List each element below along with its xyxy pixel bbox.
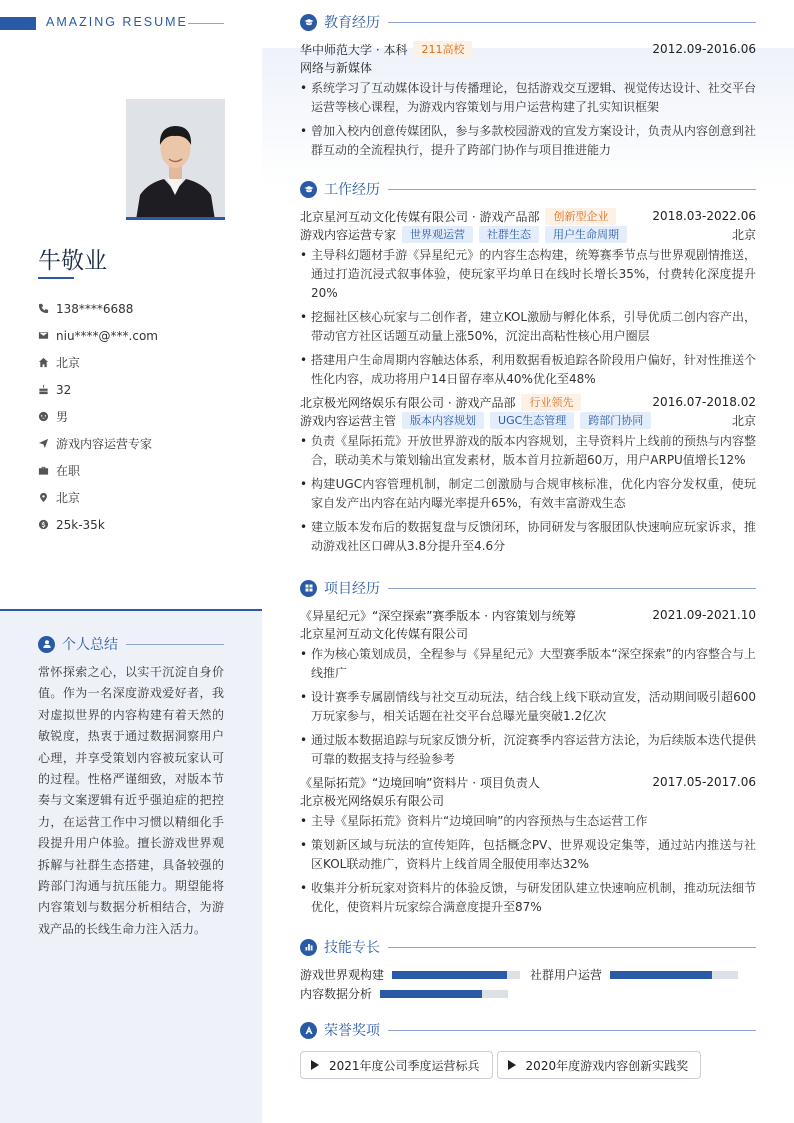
mail-icon	[38, 330, 49, 341]
skill-item	[530, 966, 738, 983]
projects-title	[300, 578, 756, 598]
education-title-line	[388, 22, 756, 23]
phone-icon	[38, 303, 49, 314]
summary-text: 常怀探索之心，以实干沉淀自身价值。作为一名深度游戏爱好者，我对虚拟世界的内容构建有着天然的敏锐度，热衷于通过数据洞察用户心理，并享受策划内容被玩家认可的过程。性格严谨细致，对版本节奏与文案逻辑有近乎强迫症的把控力，在运营工作中习惯以精细化手段提升用户体验。擅长游戏世界观拆解与社群生态搭建，具备较强的跨部门沟通与抗压能力。期望能将内容策划与数据分析相结合，为游戏产品的长线生命力注入活力。	[38, 665, 224, 936]
job-city: 北京	[731, 227, 756, 242]
honor-item	[300, 1051, 493, 1079]
triangle-icon	[508, 1060, 516, 1070]
project-bullets	[300, 812, 756, 917]
summary-title-line	[126, 644, 224, 645]
skill-tag: 用户生命周期	[545, 226, 627, 243]
company-name: 北京极光网络娱乐有限公司 · 游戏产品部	[300, 395, 516, 410]
job-role-row	[300, 225, 756, 243]
contact-info-list	[38, 295, 258, 538]
email-text: niu****@***.com	[56, 328, 158, 343]
major-text: 网络与新媒体	[300, 60, 373, 75]
education-title-text: 教育经历	[324, 15, 380, 31]
email-row	[38, 322, 258, 349]
brand-divider	[188, 23, 224, 24]
job-date: 2016.07-2018.02	[652, 395, 756, 409]
skills-row	[300, 965, 756, 984]
skill-bar-fill	[610, 971, 712, 979]
skills-section	[300, 937, 756, 1003]
status-text: 在职	[56, 464, 81, 478]
list-item: • 主导科幻题材手游《异星纪元》的内容生态构建，统筹赛季节点与世界观剧情推送，通过打造沉浸式叙事体验，使玩家平均单日在线时长增长35%，付费转化深度提升20%	[300, 246, 756, 303]
summary-title	[38, 634, 224, 654]
gender-text: 男	[56, 410, 69, 424]
grid-icon	[300, 580, 317, 597]
skill-tag: 社群生态	[479, 226, 539, 243]
skill-tag: 世界观运营	[402, 226, 473, 243]
projects-title-line	[388, 588, 756, 589]
project-header-row	[300, 773, 756, 791]
work-title	[300, 179, 756, 199]
person-name: 牛敬业	[38, 248, 107, 274]
project-date: 2021.09-2021.10	[652, 608, 756, 622]
education-section	[300, 12, 756, 160]
graduation-icon	[300, 14, 317, 31]
skill-item	[300, 985, 508, 1002]
job-header-row	[300, 393, 756, 411]
list-item: • 策划新区域与玩法的宣传矩阵，包括概念PV、世界观设定集等，通过站内推送与社区KOL联动推广，资料片上线首周全服使用率达32%	[300, 836, 756, 874]
salary-icon	[38, 519, 49, 530]
salary-text: 25k-35k	[56, 517, 105, 532]
major-row	[300, 58, 756, 76]
phone-row	[38, 295, 258, 322]
project-name: 《星际拓荒》“边境回响”资料片 · 项目负责人	[300, 775, 540, 790]
school-name: 华中师范大学 · 本科	[300, 42, 408, 57]
award-icon	[300, 1022, 317, 1039]
skill-name: 内容数据分析	[300, 987, 373, 1001]
triangle-icon	[311, 1060, 319, 1070]
skills-title-line	[388, 947, 756, 948]
home-icon	[38, 357, 49, 368]
briefcase-icon	[38, 465, 49, 476]
education-title	[300, 12, 756, 32]
company-name: 北京星河互动文化传媒有限公司 · 游戏产品部	[300, 209, 540, 224]
skill-tag: 跨部门协同	[580, 412, 651, 429]
work-title-line	[388, 189, 756, 190]
skill-bar-fill	[380, 990, 482, 998]
skills-row	[300, 984, 756, 1003]
list-item: • 系统学习了互动媒体设计与传播理论，包括游戏交互逻辑、视觉传达设计、社交平台运营等核心课程，为游戏内容策划与用户运营构建了扎实知识框架	[300, 79, 756, 117]
skill-bar	[610, 971, 738, 979]
skill-name: 社群用户运营	[530, 968, 603, 982]
location-row	[38, 484, 258, 511]
name-underline	[38, 277, 74, 279]
job-header-row	[300, 207, 756, 225]
honors-title-text: 荣誉奖项	[324, 1023, 380, 1039]
skill-tag: UGC生态管理	[490, 412, 574, 429]
job-date: 2018.03-2022.06	[652, 209, 756, 223]
location-icon	[38, 492, 49, 503]
honors-title	[300, 1020, 756, 1040]
job-target-row	[38, 430, 258, 457]
list-item: • 通过版本数据追踪与玩家反馈分析，沉淀赛季内容运营方法论，为后续版本迭代提供可靠的数据支持与经验参考	[300, 731, 756, 769]
send-icon	[38, 438, 49, 449]
honors-section	[300, 1020, 756, 1079]
job-city: 北京	[731, 413, 756, 428]
bar-chart-icon	[300, 939, 317, 956]
honors-title-line	[388, 1030, 756, 1031]
work-section	[300, 179, 756, 556]
skill-bar	[392, 971, 520, 979]
project-company: 北京极光网络娱乐有限公司	[300, 793, 445, 808]
skill-tag: 版本内容规划	[402, 412, 484, 429]
company-tag: 行业领先	[521, 394, 581, 411]
projects-section	[300, 578, 756, 917]
honor-item	[497, 1051, 702, 1079]
age-text: 32	[56, 382, 72, 397]
list-item: • 负责《星际拓荒》开放世界游戏的版本内容规划，主导资料片上线前的预热与内容整合，联动美术与策划输出宣发素材，版本首月拉新超60万，用户ARPU值增长12%	[300, 432, 756, 470]
honor-text: 2020年度游戏内容创新实践奖	[525, 1058, 689, 1073]
skill-item	[300, 966, 530, 983]
status-row	[38, 457, 258, 484]
home-row	[38, 349, 258, 376]
home-text: 北京	[56, 356, 81, 370]
education-bullets	[300, 79, 756, 160]
job-role: 游戏内容运营专家	[300, 227, 397, 242]
age-row	[38, 376, 258, 403]
project-company-row	[300, 791, 756, 809]
job-target-text: 游戏内容运营专家	[56, 437, 153, 451]
job-bullets	[300, 432, 756, 556]
gender-row	[38, 403, 258, 430]
phone-text: 138****6688	[56, 301, 134, 316]
project-header-row	[300, 606, 756, 624]
company-tag: 创新型企业	[545, 208, 616, 225]
brand-bar	[0, 17, 36, 30]
job-role: 游戏内容运营主管	[300, 413, 397, 428]
honors-list	[300, 1051, 756, 1079]
skill-name: 游戏世界观构建	[300, 968, 385, 982]
list-item: • 主导《星际拓荒》资料片“边境回响”的内容预热与生态运营工作	[300, 812, 756, 831]
skill-bar	[380, 990, 508, 998]
cake-icon	[38, 384, 49, 395]
list-item: • 收集并分析玩家对资料片的体验反馈，与研发团队建立快速响应机制，推动玩法细节优化，使资料片玩家综合满意度提升至87%	[300, 879, 756, 917]
skills-title	[300, 937, 756, 957]
summary-title-text: 个人总结	[62, 637, 118, 653]
work-title-text: 工作经历	[324, 182, 380, 198]
list-item: • 构建UGC内容管理机制，制定二创激励与合规审核标准，优化内容分发权重，使玩家自发产出内容在站内曝光率提升65%，有效丰富游戏生态	[300, 475, 756, 513]
projects-title-text: 项目经历	[324, 581, 380, 597]
skills-title-text: 技能专长	[324, 940, 380, 956]
project-name: 《异星纪元》“深空探索”赛季版本 · 内容策划与统筹	[300, 608, 576, 623]
job-role-row	[300, 411, 756, 429]
job-bullets	[300, 246, 756, 389]
list-item: • 设计赛季专属剧情线与社交互动玩法，结合线上线下联动宣发，活动期间吸引超600万玩家参与，相关话题在社交平台总曝光量突破1.2亿次	[300, 688, 756, 726]
project-company-row	[300, 624, 756, 642]
summary-section	[38, 634, 224, 940]
skills-list	[300, 965, 756, 1003]
list-item: • 作为核心策划成员，全程参与《异星纪元》大型赛季版本“深空探索”的内容整合与上线推广	[300, 645, 756, 683]
profile-photo	[126, 99, 225, 220]
list-item: • 挖掘社区核心玩家与二创作者，建立KOL激励与孵化体系，引导优质二创内容产出，带动官方社区话题互动量上涨50%，沉淀出高粘性核心用户圈层	[300, 308, 756, 346]
portrait-image	[126, 99, 225, 220]
person-icon	[38, 636, 55, 653]
skill-bar-fill	[392, 971, 507, 979]
list-item: • 搭建用户生命周期内容触达体系，利用数据看板追踪各阶段用户偏好，针对性推送个性化内容，成功将用户14日留存率从40%优化至48%	[300, 351, 756, 389]
education-date: 2012.09-2016.06	[652, 42, 756, 56]
honor-text: 2021年度公司季度运营标兵	[329, 1058, 480, 1073]
list-item: • 曾加入校内创意传媒团队，参与多款校园游戏的宣发方案设计，负责从内容创意到社群互动的全流程执行，提升了跨部门协作与项目推进能力	[300, 122, 756, 160]
location-text: 北京	[56, 491, 81, 505]
project-date: 2017.05-2017.06	[652, 775, 756, 789]
brand-title: AMAZING RESUME	[46, 15, 188, 29]
project-bullets	[300, 645, 756, 769]
salary-row	[38, 511, 258, 538]
project-company: 北京星河互动文化传媒有限公司	[300, 626, 469, 641]
face-icon	[38, 411, 49, 422]
graduation-icon	[300, 181, 317, 198]
education-header-row	[300, 40, 756, 58]
school-tag: 211高校	[413, 41, 472, 58]
list-item: • 建立版本发布后的数据复盘与反馈闭环，协同研发与客服团队快速响应玩家诉求，推动游戏社区口碑从3.8分提升至4.6分	[300, 518, 756, 556]
